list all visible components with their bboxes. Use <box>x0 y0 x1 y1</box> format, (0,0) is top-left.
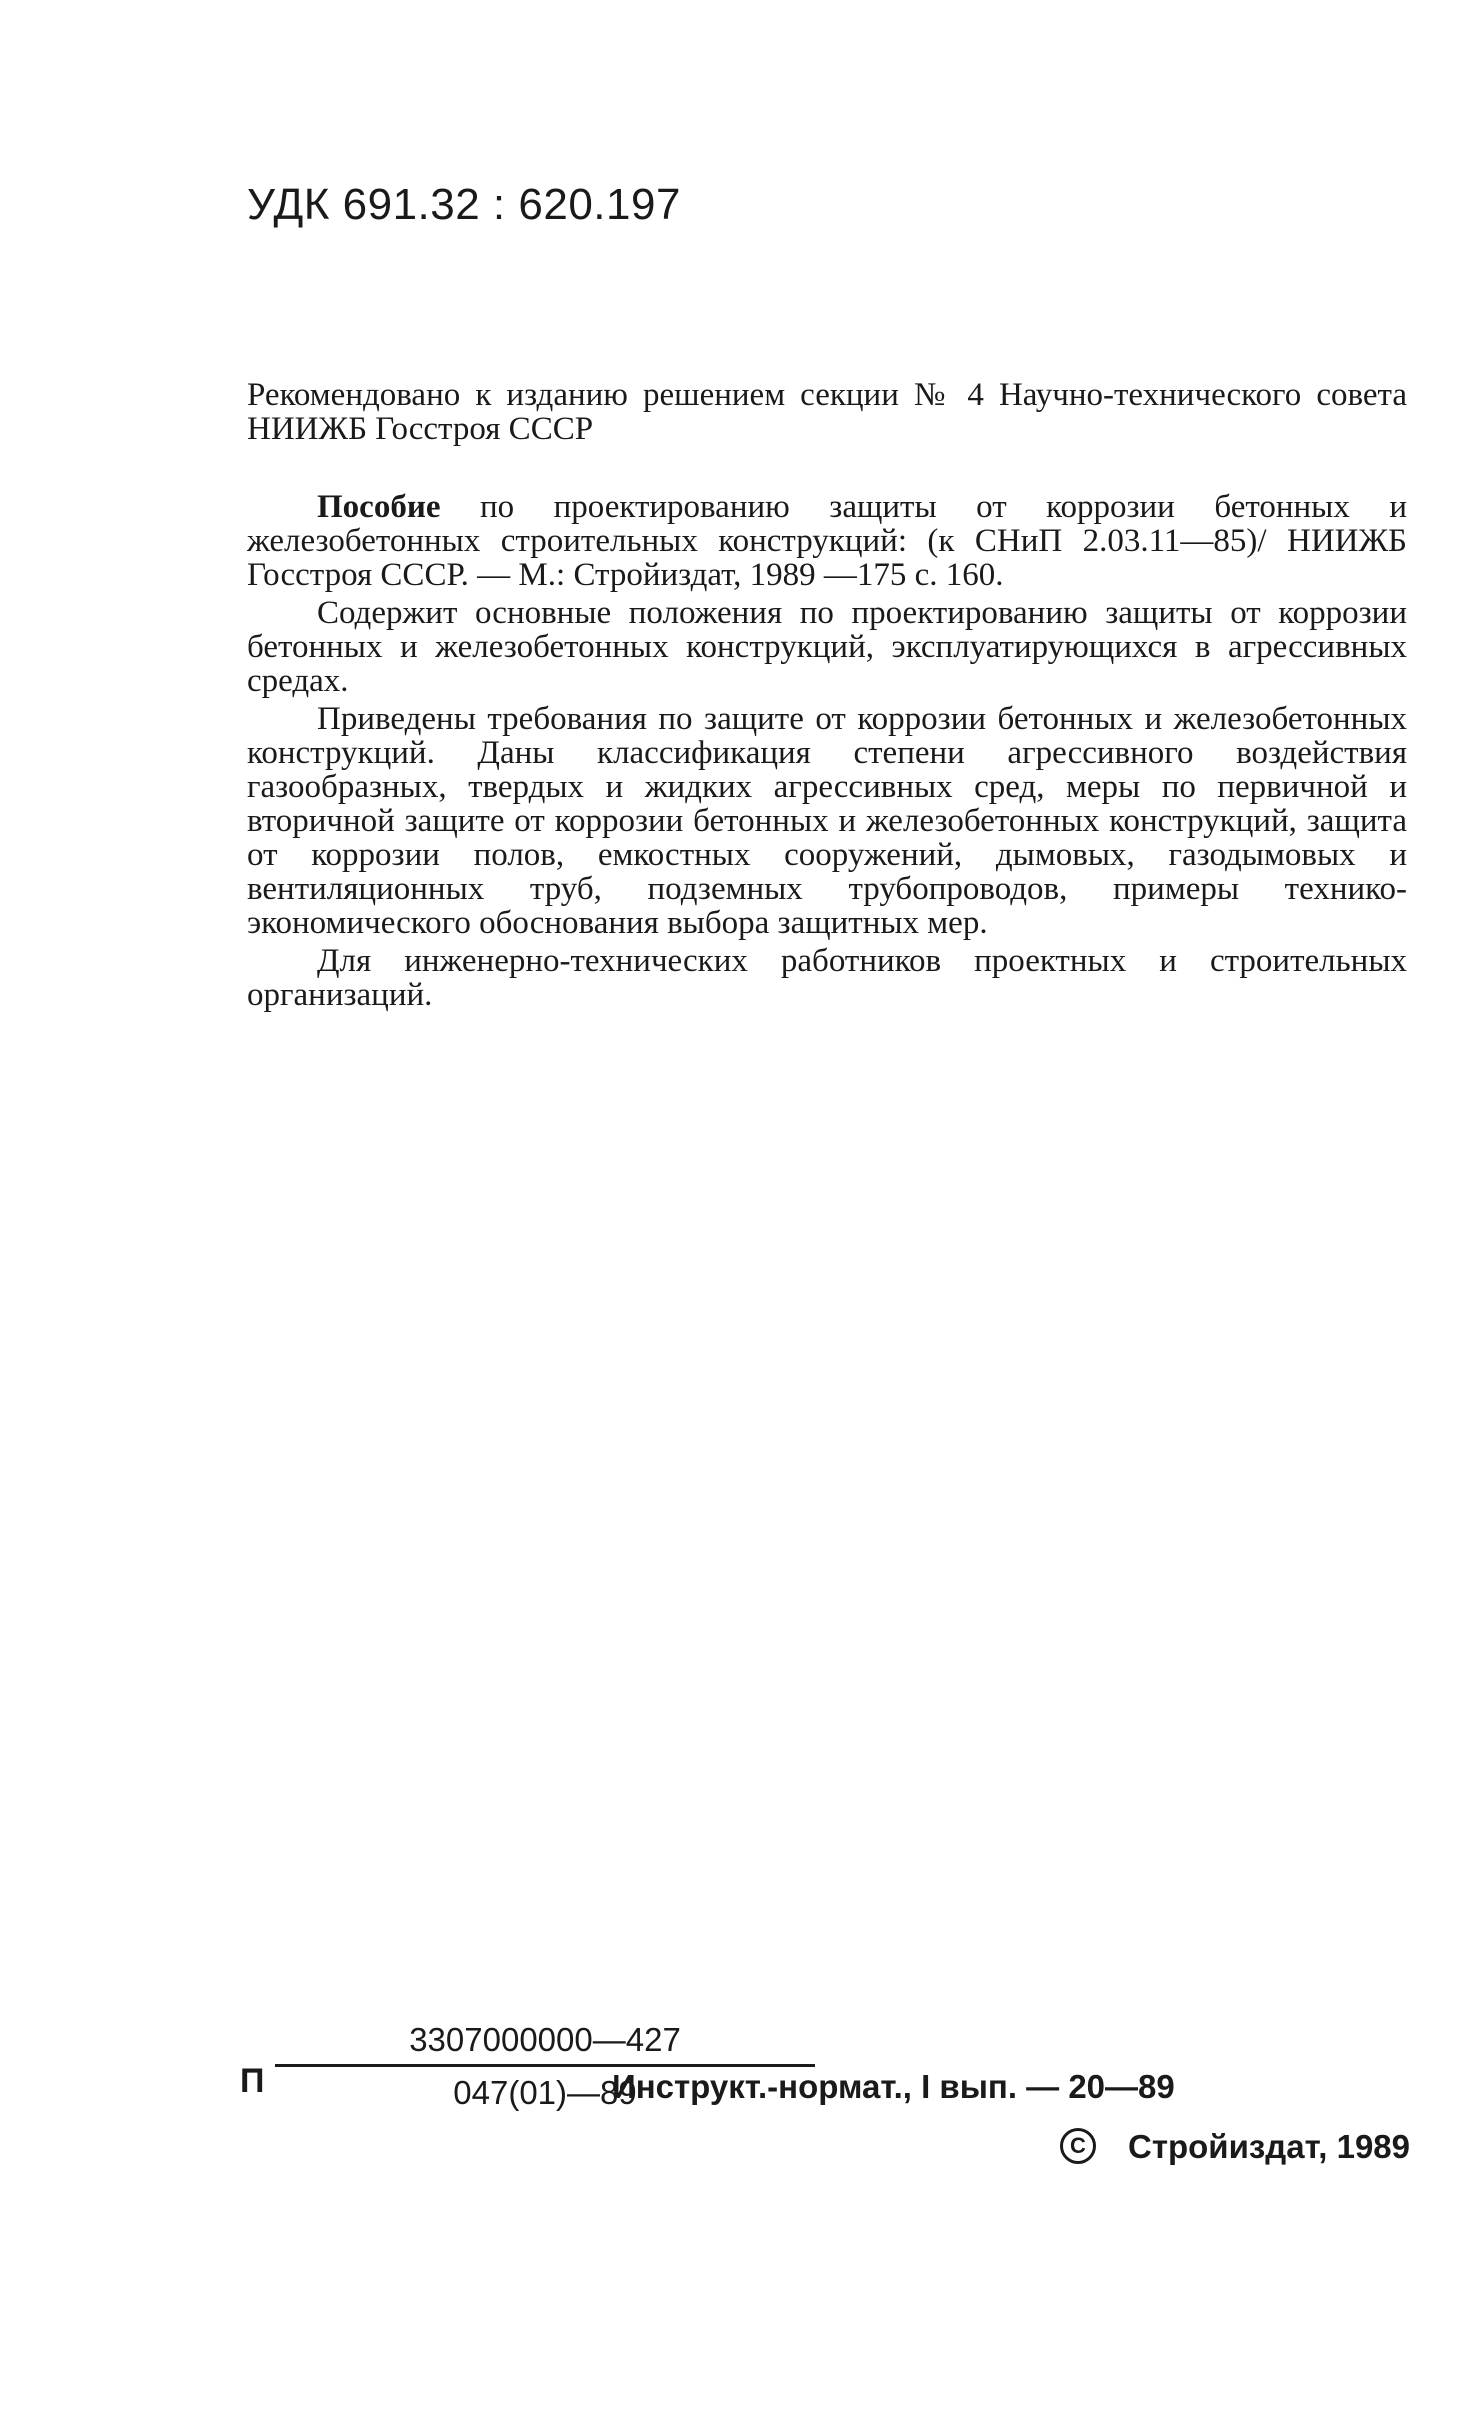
citation-text: по проектированию защиты от коррозии бетонных и железобетонных строительных конструкций: (к СНиП 2.03.11—85)/ НИИЖБ Госстроя СССР. — М.: Стройиздат, 1989 —175 с. 160. <box>247 489 1407 593</box>
recommendation-text <box>247 378 1407 446</box>
abstract-paragraph-1: Содержит основные положения по проектированию защиты от коррозии бетонных и железобетонных конструкций, эксплуатирующихся в агрессивных средах. <box>247 595 1407 699</box>
imprint-footer <box>240 2020 1410 2170</box>
citation-title-word: Пособие <box>317 489 441 525</box>
recommendation-paragraph: Рекомендовано к изданию решением секции № 4 Научно-технического совета НИИЖБ Госстроя СССР <box>247 377 1407 447</box>
instruction-code: Инструкт.-нормат., I вып. — 20—89 <box>612 2068 1175 2105</box>
abstract-paragraph-2: Приведены требования по защите от коррозии бетонных и железобетонных конструкций. Даны классификация степени агрессивного воздействия газообразных, твердых и жидких агрессивных сред, меры по первичной и вторичной защите от коррозии бетонных и железобетонных конструкций, защита от коррозии полов, емкостных сооружений, дымовых, газодымовых и вентиляционных труб, подземных трубопроводов, примеры технико-экономического обоснования выбора защитных мер. <box>247 701 1407 941</box>
copyright-text: Стройиздат, 1989 <box>1127 2128 1410 2165</box>
imprint-letter: П <box>240 2062 265 2100</box>
fraction-denominator: 047(01)—89 <box>453 2074 637 2111</box>
abstract-paragraph-3: Для инженерно-технических работников проектных и строительных организаций. <box>247 943 1407 1013</box>
copyright-line <box>1060 2128 1410 2166</box>
fraction-numerator: 3307000000—427 <box>275 2020 815 2067</box>
copyright-icon: C <box>1060 2128 1096 2164</box>
citation-paragraph <box>247 490 1407 592</box>
abstract-block <box>247 490 1407 1012</box>
udk-code: УДК 691.32 : 620.197 <box>247 180 681 229</box>
